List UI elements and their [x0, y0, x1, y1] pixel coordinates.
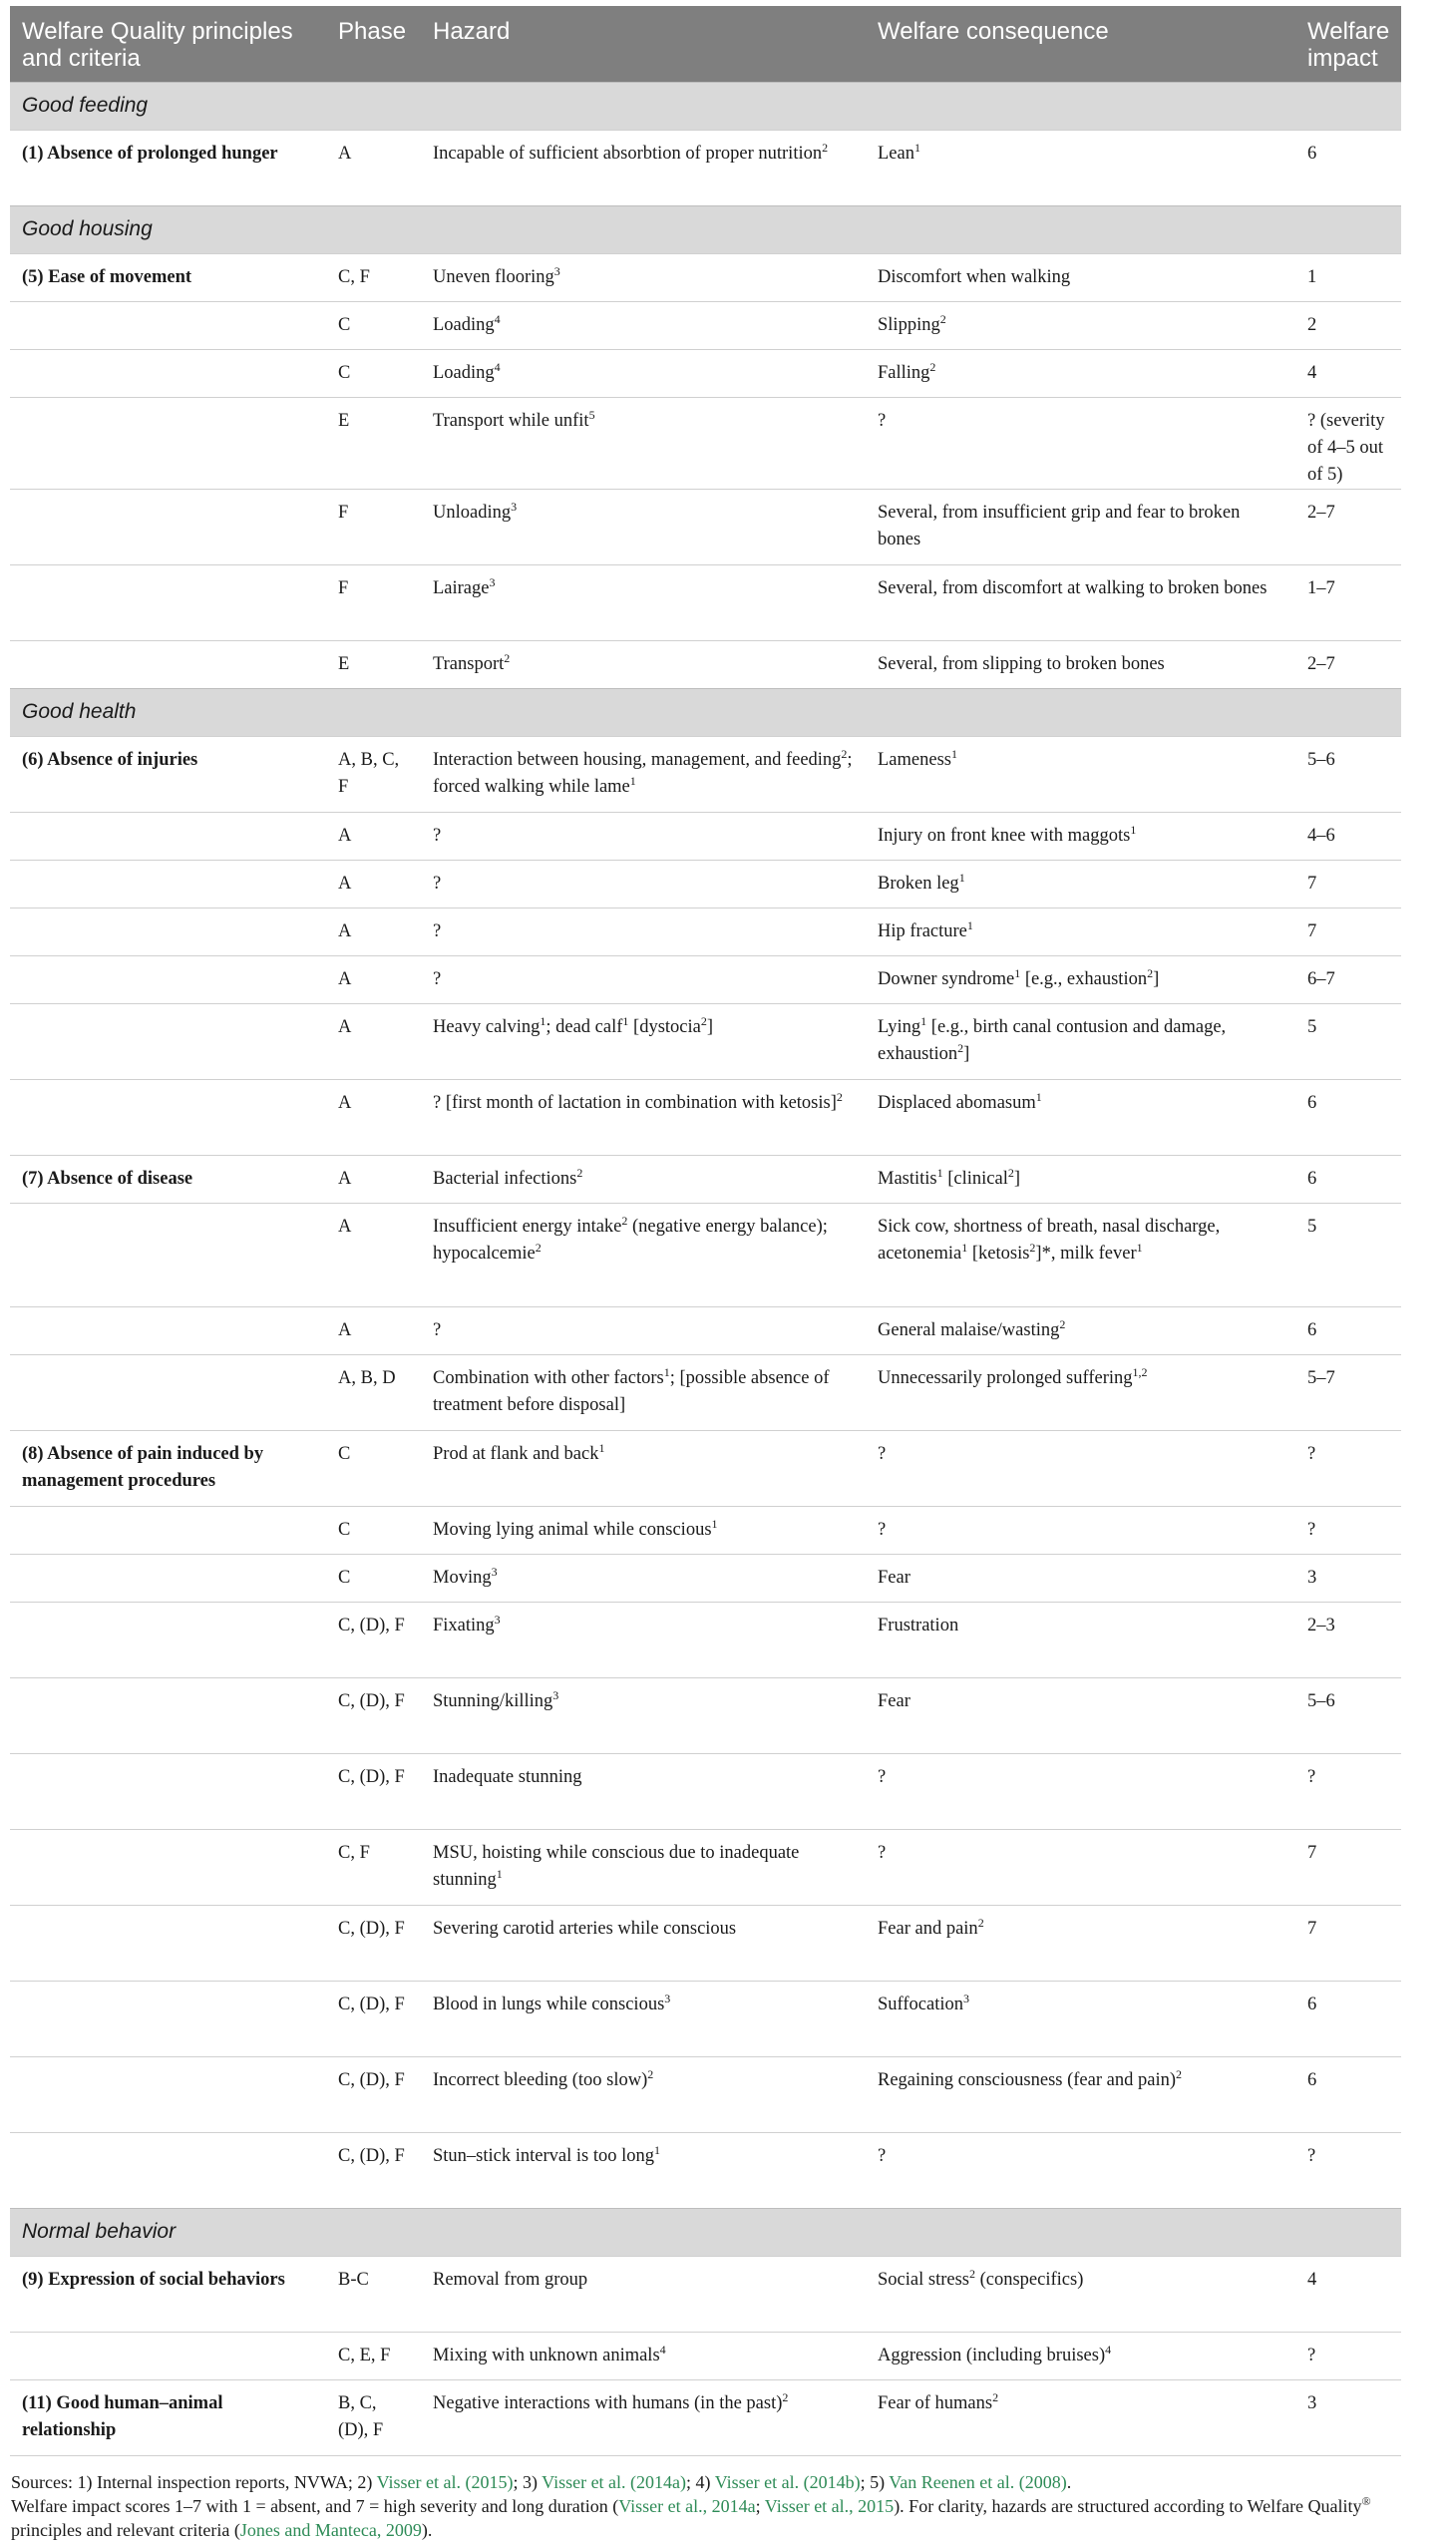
consequence-cell: ? [866, 1753, 1295, 1829]
hazard-cell: ? [421, 1306, 866, 1354]
footnote-ref: 1 [654, 2142, 660, 2157]
impact-cell: 5–7 [1295, 1354, 1401, 1430]
table-row [10, 2056, 1401, 2132]
impact-cell: 7 [1295, 908, 1401, 955]
footnote-ref: 4 [1105, 2342, 1112, 2357]
table-row [10, 1306, 1401, 1354]
footnote-ref: 1 [958, 870, 965, 885]
impact-cell: ? [1295, 2132, 1401, 2208]
footnote-text: principles and relevant criteria ( [11, 2519, 240, 2540]
header-phase: Phase [326, 6, 421, 82]
impact-cell: 4 [1295, 349, 1401, 397]
impact-cell: 5 [1295, 1203, 1401, 1306]
hazard-cell: Bacterial infections$^2$ [421, 1155, 866, 1203]
footnote-ref: 2 [1029, 1240, 1036, 1255]
hazard-cell: Unloading$^3$ [421, 489, 866, 564]
footnote-text: ; 3) [513, 2471, 543, 2492]
impact-cell: 6 [1295, 1155, 1401, 1203]
table-row [10, 2132, 1401, 2208]
table-row [10, 1506, 1401, 1554]
section-row [10, 205, 1401, 253]
hazard-cell: ? [first month of lactation in combination with ketosis]$^2$ [421, 1079, 866, 1155]
consequence-cell: Falling$^2$ [866, 349, 1295, 397]
criteria-cell [10, 955, 326, 1003]
phase-cell: C, (D), F [326, 1753, 421, 1829]
table-row [10, 1829, 1401, 1905]
impact-cell: 6 [1295, 130, 1401, 205]
consequence-cell: ? [866, 1430, 1295, 1506]
table-row [10, 2332, 1401, 2379]
impact-cell: ? [1295, 1753, 1401, 1829]
consequence-cell: Social stress$^2$ (conspecifics) [866, 2256, 1295, 2332]
section-row [10, 2208, 1401, 2256]
footnote-ref: 3 [511, 499, 518, 514]
criteria-cell [10, 1905, 326, 1981]
table-body [10, 82, 1401, 2455]
footnote-text: ). For clarity, hazards are structured according to Welfare Quality [894, 2495, 1362, 2516]
phase-cell: C [326, 1554, 421, 1602]
phase-cell: A [326, 1155, 421, 1203]
impact-cell: 5–6 [1295, 736, 1401, 812]
consequence-cell: Several, from discomfort at walking to broken bones [866, 564, 1295, 640]
footnote-ref: 2 [992, 2389, 999, 2404]
criteria-cell [10, 489, 326, 564]
criteria-cell [10, 1306, 326, 1354]
footnote-ref: 1 [966, 917, 973, 932]
criteria-cell [10, 1981, 326, 2056]
table-header-row [10, 6, 1401, 82]
consequence-cell: Several, from slipping to broken bones [866, 640, 1295, 688]
criteria-cell: (8) Absence of pain induced by management procedures [10, 1430, 326, 1506]
criteria-cell [10, 908, 326, 955]
criteria-cell: (9) Expression of social behaviors [10, 2256, 326, 2332]
phase-cell: C, (D), F [326, 1905, 421, 1981]
criteria-cell [10, 1079, 326, 1155]
criteria-cell [10, 1677, 326, 1753]
phase-cell: C, (D), F [326, 1981, 421, 2056]
consequence-cell: ? [866, 1506, 1295, 1554]
consequence-cell: ? [866, 397, 1295, 489]
header-impact: Welfare impact [1295, 6, 1401, 82]
phase-cell: B-C [326, 2256, 421, 2332]
footnote-ref: 1 [629, 773, 636, 788]
criteria-cell [10, 1003, 326, 1079]
footnote-ref: 2 [700, 1013, 707, 1028]
consequence-cell: Fear of humans$^2$ [866, 2379, 1295, 2455]
impact-cell: 5–6 [1295, 1677, 1401, 1753]
phase-cell: C, F [326, 1829, 421, 1905]
phase-cell: F [326, 489, 421, 564]
table-row [10, 1079, 1401, 1155]
hazard-cell: Interaction between housing, management, and feeding$^2$; forced walking while lame$^1$ [421, 736, 866, 812]
hazard-cell: Moving lying animal while conscious$^1$ [421, 1506, 866, 1554]
impact-cell: 2–7 [1295, 489, 1401, 564]
impact-cell: 4–6 [1295, 812, 1401, 860]
impact-cell: ? [1295, 1430, 1401, 1506]
footnote-ref: 1 [1130, 822, 1137, 837]
welfare-hazards-table [10, 6, 1401, 2456]
footnote-ref: 2 [939, 311, 946, 326]
footnote-ref: 2 [957, 1040, 964, 1055]
impact-cell: 7 [1295, 1829, 1401, 1905]
consequence-cell: Fear [866, 1554, 1295, 1602]
impact-cell: 6 [1295, 1981, 1401, 2056]
consequence-cell: Aggression (including bruises)$^4$ [866, 2332, 1295, 2379]
impact-cell: 1–7 [1295, 564, 1401, 640]
hazard-cell: ? [421, 955, 866, 1003]
footnote-ref: 4 [494, 359, 501, 374]
impact-cell: ? [1295, 1506, 1401, 1554]
criteria-cell [10, 1602, 326, 1677]
consequence-cell: Sick cow, shortness of breath, nasal discharge, acetonemia$^1$ [ketosis$^2$]*, milk fever$^1$ [866, 1203, 1295, 1306]
footnote-ref: 2 [1059, 1316, 1066, 1331]
criteria-cell [10, 2056, 326, 2132]
hazard-cell: Fixating$^3$ [421, 1602, 866, 1677]
impact-cell: 4 [1295, 2256, 1401, 2332]
footnote-ref: 2 [841, 746, 848, 761]
impact-cell: 6 [1295, 1306, 1401, 1354]
footnote-ref: 4 [659, 2342, 666, 2357]
table-row [10, 955, 1401, 1003]
impact-cell: 2 [1295, 301, 1401, 349]
footnote-ref: 5 [588, 407, 595, 422]
footnote-ref: 2 [836, 1089, 843, 1104]
hazard-cell: Inadequate stunning [421, 1753, 866, 1829]
footnote-text: ; 5) [860, 2471, 890, 2492]
consequence-cell: Slipping$^2$ [866, 301, 1295, 349]
phase-cell: A [326, 812, 421, 860]
phase-cell: A [326, 1203, 421, 1306]
criteria-cell [10, 1506, 326, 1554]
registered-mark: ® [1361, 2493, 1371, 2508]
table-row [10, 489, 1401, 564]
footnote-ref: 2 [822, 140, 829, 155]
table-row [10, 397, 1401, 489]
impact-cell: 1 [1295, 253, 1401, 301]
impact-cell: ? (severity of 4–5 out of 5) [1295, 397, 1401, 489]
hazard-cell: Moving$^3$ [421, 1554, 866, 1602]
table-row [10, 301, 1401, 349]
hazard-cell: Mixing with unknown animals$^4$ [421, 2332, 866, 2379]
table-row [10, 349, 1401, 397]
hazard-cell: Lairage$^3$ [421, 564, 866, 640]
footnote-ref: 1 [711, 1516, 718, 1531]
criteria-cell [10, 640, 326, 688]
impact-cell: 2–7 [1295, 640, 1401, 688]
citation-link[interactable]: Visser et al. (2014b) [714, 2471, 861, 2492]
impact-cell: 6 [1295, 2056, 1401, 2132]
table-row [10, 2256, 1401, 2332]
footnote-ref: 1 [913, 140, 920, 155]
footnote-ref: 2 [977, 1915, 984, 1930]
consequence-cell: ? [866, 2132, 1295, 2208]
phase-cell: A [326, 1079, 421, 1155]
consequence-cell: Fear [866, 1677, 1295, 1753]
footnote-ref: 1,2 [1132, 1364, 1148, 1379]
footnote-text: ; 4) [686, 2471, 715, 2492]
phase-cell: A [326, 130, 421, 205]
impact-cell: 7 [1295, 1905, 1401, 1981]
consequence-cell: Several, from insufficient grip and fear to broken bones [866, 489, 1295, 564]
criteria-cell [10, 2132, 326, 2208]
header-criteria: Welfare Quality principles and criteria [10, 6, 326, 82]
consequence-cell: General malaise/wasting$^2$ [866, 1306, 1295, 1354]
hazard-cell: Insufficient energy intake$^2$ (negative energy balance); hypocalcemie$^2$ [421, 1203, 866, 1306]
criteria-cell [10, 301, 326, 349]
footnote-ref: 2 [576, 1165, 583, 1180]
consequence-cell: Lying$^1$ [e.g., birth canal contusion and damage, exhaustion$^2$] [866, 1003, 1295, 1079]
hazard-cell: Transport while unfit$^5$ [421, 397, 866, 489]
table-row [10, 1003, 1401, 1079]
table-row [10, 253, 1401, 301]
impact-cell: 5 [1295, 1003, 1401, 1079]
table-row [10, 812, 1401, 860]
table-row [10, 564, 1401, 640]
table-row [10, 1554, 1401, 1602]
consequence-cell: Discomfort when walking [866, 253, 1295, 301]
footnote-ref: 2 [1147, 965, 1154, 980]
table-row [10, 1981, 1401, 2056]
hazard-cell: Heavy calving$^1$; dead calf$^1$ [dystocia$^2$] [421, 1003, 866, 1079]
criteria-cell [10, 1203, 326, 1306]
table-row [10, 1354, 1401, 1430]
criteria-cell [10, 1829, 326, 1905]
footnote-ref: 2 [647, 2066, 654, 2081]
footnote-ref: 2 [782, 2389, 789, 2404]
footnote-ref: 3 [491, 1564, 498, 1579]
consequence-cell: Unnecessarily prolonged suffering$^{1,2}$ [866, 1354, 1295, 1430]
section-label: Good health [10, 688, 1401, 736]
consequence-cell: Broken leg$^1$ [866, 860, 1295, 908]
footnote-ref: 1 [1014, 965, 1021, 980]
table-row [10, 640, 1401, 688]
footnote-ref: 1 [622, 1013, 629, 1028]
consequence-cell: Displaced abomasum$^1$ [866, 1079, 1295, 1155]
consequence-cell: ? [866, 1829, 1295, 1905]
criteria-cell [10, 397, 326, 489]
impact-cell: ? [1295, 2332, 1401, 2379]
footnote-ref: 2 [504, 650, 511, 665]
impact-cell: 2–3 [1295, 1602, 1401, 1677]
phase-cell: C, E, F [326, 2332, 421, 2379]
hazard-cell: Transport$^2$ [421, 640, 866, 688]
criteria-cell [10, 1554, 326, 1602]
hazard-cell: Loading$^4$ [421, 301, 866, 349]
criteria-cell [10, 564, 326, 640]
section-row [10, 82, 1401, 130]
consequence-cell: Lean$^1$ [866, 130, 1295, 205]
criteria-cell: (1) Absence of prolonged hunger [10, 130, 326, 205]
footnote-ref: 4 [494, 311, 501, 326]
footnote-ref: 1 [1035, 1089, 1042, 1104]
hazard-cell: Incapable of sufficient absorbtion of proper nutrition$^2$ [421, 130, 866, 205]
footnote-ref: 3 [489, 574, 496, 589]
footnote-ref: 2 [621, 1213, 628, 1228]
footnote-ref: 3 [962, 1991, 969, 2005]
hazard-cell: Removal from group [421, 2256, 866, 2332]
criteria-cell [10, 812, 326, 860]
criteria-cell [10, 860, 326, 908]
impact-cell: 3 [1295, 2379, 1401, 2455]
hazard-cell: ? [421, 908, 866, 955]
consequence-cell: Frustration [866, 1602, 1295, 1677]
header-consequence: Welfare consequence [866, 6, 1295, 82]
footnote-ref: 1 [920, 1013, 927, 1028]
footnote-ref: 3 [664, 1991, 671, 2005]
impact-cell: 7 [1295, 860, 1401, 908]
footnote-ref: 3 [494, 1612, 501, 1627]
citation-link[interactable]: Visser et al. (2015) [376, 2471, 514, 2492]
phase-cell: C, F [326, 253, 421, 301]
phase-cell: E [326, 640, 421, 688]
citation-link[interactable]: Visser et al. (2014a) [542, 2471, 687, 2492]
consequence-cell: Injury on front knee with maggots$^1$ [866, 812, 1295, 860]
phase-cell: C, (D), F [326, 2056, 421, 2132]
footnote-ref: 2 [1176, 2066, 1182, 2081]
consequence-cell: Fear and pain$^2$ [866, 1905, 1295, 1981]
table-row [10, 860, 1401, 908]
consequence-cell: Mastitis$^1$ [clinical$^2$] [866, 1155, 1295, 1203]
footnote-ref: 2 [535, 1240, 542, 1255]
table-row [10, 1430, 1401, 1506]
table-container [10, 6, 1401, 2542]
footnote-ref: 1 [598, 1440, 605, 1455]
consequence-cell: Hip fracture$^1$ [866, 908, 1295, 955]
footnote-ref: 1 [950, 746, 957, 761]
footnote-sources [11, 2470, 1401, 2494]
hazard-cell: Uneven flooring$^3$ [421, 253, 866, 301]
phase-cell: C, (D), F [326, 1677, 421, 1753]
consequence-cell: Regaining consciousness (fear and pain)$^2$ [866, 2056, 1295, 2132]
criteria-cell [10, 1354, 326, 1430]
footnote-text: ; [755, 2495, 765, 2516]
phase-cell: A [326, 908, 421, 955]
section-label: Good housing [10, 205, 1401, 253]
footnote-ref: 1 [1136, 1240, 1143, 1255]
impact-cell: 6–7 [1295, 955, 1401, 1003]
footnote-ref: 2 [1007, 1165, 1014, 1180]
hazard-cell: Negative interactions with humans (in the past)$^2$ [421, 2379, 866, 2455]
table-row [10, 2379, 1401, 2455]
footnote-ref: 1 [961, 1240, 968, 1255]
criteria-cell: (6) Absence of injuries [10, 736, 326, 812]
section-label: Good feeding [10, 82, 1401, 130]
consequence-cell: Lameness$^1$ [866, 736, 1295, 812]
phase-cell: C [326, 349, 421, 397]
impact-cell: 6 [1295, 1079, 1401, 1155]
table-row [10, 1677, 1401, 1753]
header-hazard: Hazard [421, 6, 866, 82]
table-row [10, 736, 1401, 812]
hazard-cell: Blood in lungs while conscious$^3$ [421, 1981, 866, 2056]
footnote-ref: 3 [552, 1687, 559, 1702]
phase-cell: F [326, 564, 421, 640]
citation-link[interactable]: Van Reenen et al. (2008) [889, 2471, 1067, 2492]
phase-cell: A, B, C, F [326, 736, 421, 812]
table-row [10, 130, 1401, 205]
hazard-cell: MSU, hoisting while conscious due to inadequate stunning$^1$ [421, 1829, 866, 1905]
footnote-ref: 2 [968, 2266, 975, 2281]
hazard-cell: Stun–stick interval is too long$^1$ [421, 2132, 866, 2208]
criteria-cell [10, 349, 326, 397]
table-row [10, 908, 1401, 955]
hazard-cell: Incorrect bleeding (too slow)$^2$ [421, 2056, 866, 2132]
hazard-cell: Stunning/killing$^3$ [421, 1677, 866, 1753]
hazard-cell: ? [421, 860, 866, 908]
criteria-cell [10, 2332, 326, 2379]
criteria-cell: (7) Absence of disease [10, 1155, 326, 1203]
table-row [10, 1905, 1401, 1981]
section-row [10, 688, 1401, 736]
table-footnotes [10, 2470, 1401, 2542]
criteria-cell: (11) Good human–animal relationship [10, 2379, 326, 2455]
hazard-cell: Severing carotid arteries while conscious [421, 1905, 866, 1981]
phase-cell: A, B, D [326, 1354, 421, 1430]
impact-cell: 3 [1295, 1554, 1401, 1602]
criteria-cell: (5) Ease of movement [10, 253, 326, 301]
phase-cell: A [326, 860, 421, 908]
footnote-ref: 1 [936, 1165, 943, 1180]
table-row [10, 1155, 1401, 1203]
table-row [10, 1753, 1401, 1829]
footnote-ref: 3 [553, 263, 560, 278]
footnote-ref: 1 [540, 1013, 546, 1028]
footnote-text: Sources: 1) Internal inspection reports, NVWA; 2) [11, 2471, 377, 2492]
phase-cell: C [326, 301, 421, 349]
table-row [10, 1602, 1401, 1677]
table-row [10, 1203, 1401, 1306]
section-label: Normal behavior [10, 2208, 1401, 2256]
footnote-text: . [1066, 2471, 1072, 2492]
footnote-scoring [11, 2494, 1401, 2542]
hazard-cell: Prod at flank and back$^1$ [421, 1430, 866, 1506]
criteria-cell [10, 1753, 326, 1829]
footnote-text: ). [421, 2519, 433, 2540]
footnote-ref: 1 [496, 1866, 503, 1881]
phase-cell: E [326, 397, 421, 489]
consequence-cell: Downer syndrome$^1$ [e.g., exhaustion$^2$] [866, 955, 1295, 1003]
phase-cell: A [326, 1003, 421, 1079]
hazard-cell: Loading$^4$ [421, 349, 866, 397]
hazard-cell: ? [421, 812, 866, 860]
hazard-cell: Combination with other factors$^1$; [possible absence of treatment before disposal] [421, 1354, 866, 1430]
footnote-ref: 2 [929, 359, 936, 374]
footnote-ref: 1 [663, 1364, 670, 1379]
phase-cell: A [326, 1306, 421, 1354]
citation-link[interactable]: Visser et al., 2015 [764, 2495, 895, 2516]
footnote-text: Welfare impact scores 1–7 with 1 = absent, and 7 = high severity and long duration ( [11, 2495, 619, 2516]
citation-link[interactable]: Visser et al., 2014a [618, 2495, 756, 2516]
consequence-cell: Suffocation$^3$ [866, 1981, 1295, 2056]
phase-cell: A [326, 955, 421, 1003]
phase-cell: C, (D), F [326, 1602, 421, 1677]
phase-cell: C [326, 1506, 421, 1554]
citation-link[interactable]: Jones and Manteca, 2009 [239, 2519, 422, 2540]
phase-cell: C [326, 1430, 421, 1506]
phase-cell: C, (D), F [326, 2132, 421, 2208]
phase-cell: B, C, (D), F [326, 2379, 421, 2455]
